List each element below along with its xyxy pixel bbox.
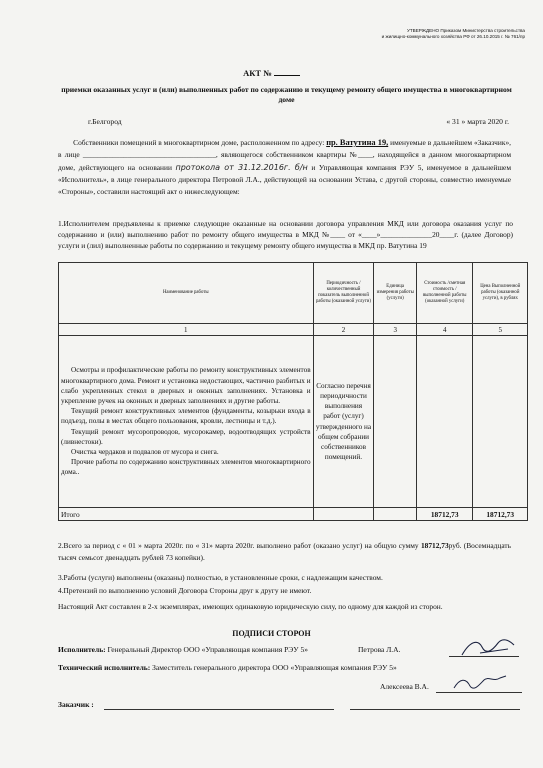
table-number-row: [59, 324, 528, 336]
approval-line-1: УТВЕРЖДЕНО Приказом Министерства строительства: [406, 28, 525, 33]
header-unit: Единица измерения работы (услуги): [374, 263, 417, 324]
final-paragraph: Настоящий Акт составлен в 2-х экземплярах, имеющих одинаковую юридическую силу, по одному для каждой из сторон.: [58, 602, 443, 611]
work-line: Прочие работы по содержанию конструктивных элементов многоквартирного дома..: [61, 458, 311, 477]
item-3-paragraph: 3.Работы (услуги) выполнены (оказаны) полностью, в установленные сроки, с надлежащим качеством.: [58, 573, 383, 582]
work-line: Текущий ремонт конструктивных элементов (фундаменты, козырьки входа в подъезд, полы в местах общего пользования, кровли, лестницы и т.д.).: [61, 407, 311, 426]
executor-line: [58, 645, 400, 654]
work-line: Текущий ремонт мусоропроводов, мусорокамер, водоотводящих устройств (ливнестоки).: [61, 427, 311, 446]
executor-signature: [458, 635, 520, 661]
col-number: 2: [313, 324, 374, 336]
executor-text: Генеральный Директор ООО «Управляющая компания РЭУ 5»: [105, 645, 308, 654]
price-cell: [473, 336, 528, 508]
works-table: [58, 262, 528, 521]
act-date: « 31 » марта 2020 г.: [446, 117, 509, 126]
table-header-row: [59, 263, 528, 324]
item-2-text-1: 2.Всего за период с « 01 » марта 2020г. по « 31» марта 2020г. выполнено работ (оказано услуг) на общую сумму: [58, 541, 421, 550]
intro-part-3: и Управляющая компания РЭУ 5, именуемое в дальнейшем «Исполнитель», в лице генерального директора Петровой Л.А., действующей на основании Устава, с другой стороны, совместно именуемые «Стороны», составили настоящий акт о нижеследующем:: [58, 162, 512, 197]
total-sum: 18712,73: [420, 541, 449, 550]
act-subtitle: приемки оказанных услуг и (или) выполненных работ по содержанию и текущему ремонту общего имущества в многоквартирном доме: [61, 85, 512, 104]
col-number: 1: [59, 324, 314, 336]
cost-cell: [417, 336, 473, 508]
total-empty: [313, 508, 374, 521]
tech-text: Заместитель генерального директора ООО «Управляющая компания РЭУ 5»: [150, 663, 397, 672]
work-line: Осмотры и профилактические работы по ремонту конструктивных элементов многоквартирного дома. Ремонт и установка недостающих, частично разбитых и слабо укрепленных стекол в дверных и оконных заполнениях. Установка и укрепление ручек на оконных и дверных заполнениях и другие работы.: [61, 366, 311, 405]
customer-label: Заказчик :: [58, 700, 94, 709]
tech-executor-line: [58, 663, 397, 672]
item-1-paragraph: 1.Исполнителем предъявлены к приемке следующие оказанные на основании договора управления МКД или договора оказания услуг по содержанию и (или) выполнению работ по ремонту общего имущества в МКД №____ от «____»______________20____г. (далее Договор) услуги и (лил) выполненные работы по содержанию и текущему ремонту общего имущества в МКД пр. Ватутина 19: [58, 219, 513, 251]
col-number: 3: [374, 324, 417, 336]
col-number: 4: [417, 324, 473, 336]
table-row: [59, 336, 528, 508]
address: пр. Ватутина 19,: [326, 138, 389, 147]
signatures-title: ПОДПИСИ СТОРОН: [232, 629, 311, 638]
total-cost: 18712,73: [417, 508, 473, 521]
tech-signature: [450, 672, 510, 694]
total-empty: [374, 508, 417, 521]
item-2-text-2: руб. (Восемнадцать тысяч семьсот двенадцать рублей 73 копейки).: [58, 541, 512, 563]
work-line: Очистка чердаков и подвалов от мусора и снега.: [71, 448, 219, 456]
header-work-name: Наименование работы: [59, 263, 314, 324]
handwritten-basis: протокола от 31.12.2016г. б/н: [175, 162, 308, 172]
intro-paragraph: [58, 137, 511, 198]
intro-part-2: именуемые в дальнейшем «Заказчик», в лице ____________________________________, являющегося собственником квартиры №____, находящейся в данном многоквартирном доме, действующего на основании: [58, 138, 511, 172]
col-number: 5: [473, 324, 528, 336]
executor-name: Петрова Л.А.: [357, 645, 401, 654]
header-period: Периодичность /количественный показатель выполненной работы (оказанной услуги): [313, 263, 374, 324]
total-row: [59, 508, 528, 521]
city: г.Белгород: [88, 117, 122, 126]
customer-signature-line-2: [350, 709, 520, 710]
customer-line: [58, 700, 94, 709]
act-number-blank: [274, 75, 300, 76]
item-4-paragraph: 4.Претензий по выполнению условий Договора Стороны друг к другу не имеют.: [58, 586, 312, 595]
customer-signature-line-1: [104, 709, 334, 710]
act-title: [0, 68, 543, 78]
tech-label: Технический исполнитель:: [58, 663, 151, 672]
unit-cell: [374, 336, 417, 508]
tech-executor-name: Алексеева В.А.: [380, 682, 429, 691]
period-cell: Согласно перечня периодичности выполнения работ (услуг) утвержденного на общем собрании собственников помещений.: [313, 336, 374, 508]
item-2-paragraph: [58, 540, 511, 565]
act-title-text: АКТ №: [243, 68, 272, 78]
approval-line-2: и жилищно-коммунального хозяйства РФ от 26.10.2015 г. № 761/пр: [381, 34, 525, 39]
total-label: Итого: [59, 508, 314, 521]
total-price: 18712,73: [473, 508, 528, 521]
header-price: Цена Выполненной работы (оказанной услуги), в рублях: [473, 263, 528, 324]
work-description: [59, 336, 314, 508]
intro-part-1: Собственники помещений в многоквартирном доме, расположенном по адресу:: [73, 138, 327, 147]
approval-note: [345, 28, 525, 40]
header-cost: Стоимость /сметная стоимость / выполненной работы (оказанной услуги): [417, 263, 473, 324]
executor-label: Исполнитель:: [58, 645, 106, 654]
